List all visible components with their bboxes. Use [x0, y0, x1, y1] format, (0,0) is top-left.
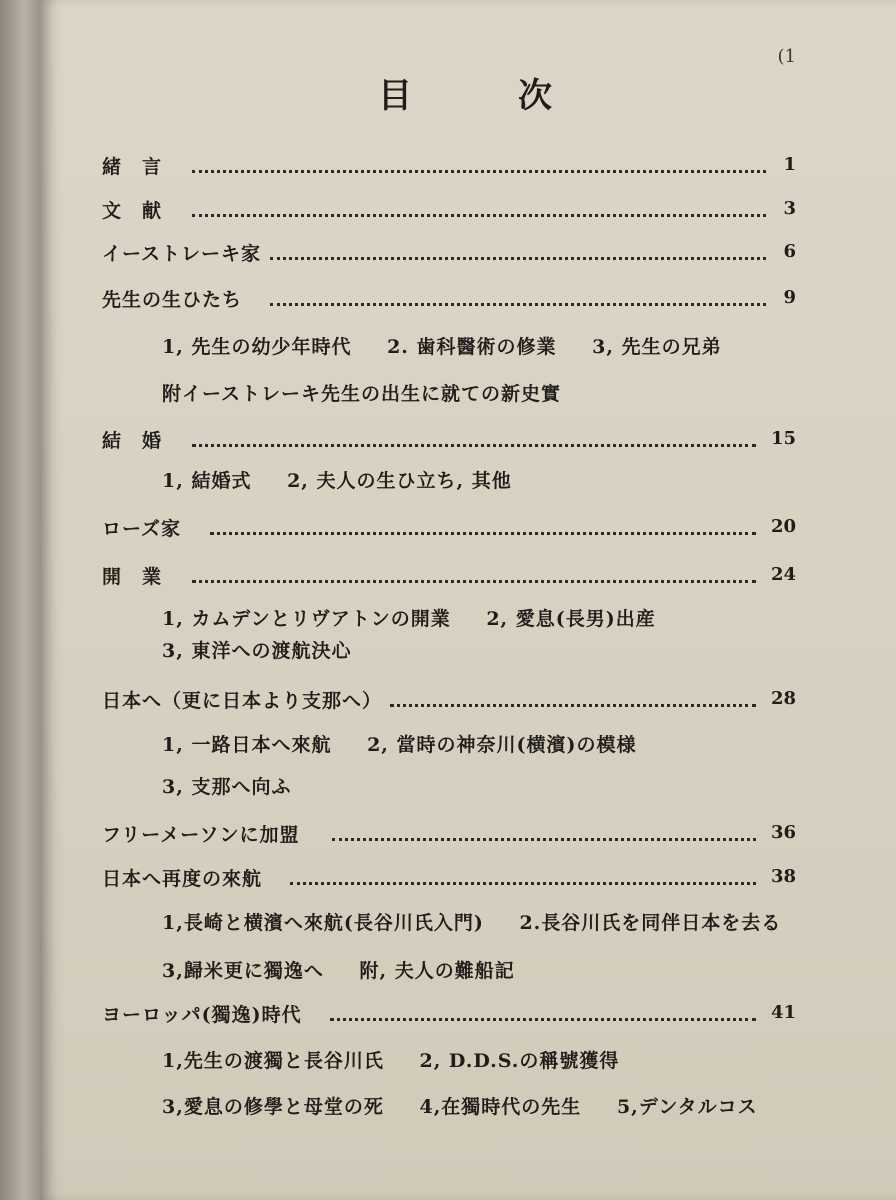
page-number: (1	[777, 46, 796, 67]
toc-entry-page: 6	[783, 241, 796, 262]
toc-subentry-line	[162, 1046, 647, 1073]
toc-entry-label: 緒 言	[102, 156, 163, 178]
toc-subentry: 2.長谷川氏を同伴日本を去る	[519, 912, 782, 934]
toc-subentry: 3, 東洋への渡航決心	[162, 640, 352, 662]
toc-entry-page: 1	[783, 154, 796, 175]
toc-subentry: 2, 夫人の生ひ立ち, 其他	[287, 470, 512, 492]
toc-subentry: 附イーストレーキ先生の出生に就ての新史實	[162, 383, 562, 405]
toc-entry-page: 41	[770, 1002, 796, 1023]
toc-subentry-line	[162, 1092, 786, 1119]
toc-subentry: 3,愛息の修學と母堂の死	[162, 1096, 384, 1118]
toc-subentry: 2, 愛息(長男)出産	[486, 608, 656, 630]
toc-entry-label: 開 業	[102, 566, 163, 588]
toc-subentry-line	[162, 772, 319, 799]
toc-subentry: 2. 歯科醫術の修業	[387, 336, 557, 358]
toc-entry-label: イーストレーキ家	[102, 243, 262, 265]
toc-entry	[40, 558, 896, 590]
toc-entry	[40, 148, 896, 180]
toc-subentry: 5,デンタルコス	[616, 1096, 758, 1118]
toc-entry	[40, 510, 896, 542]
toc-entry-label: 日本へ再度の來航	[102, 868, 263, 890]
toc-entry-label: ヨーロッパ(獨逸)時代	[102, 1004, 302, 1026]
leader-dots	[270, 271, 766, 306]
toc-entry	[40, 281, 896, 313]
toc-subentry: 4,在獨時代の先生	[419, 1096, 582, 1118]
toc-entry-page: 24	[770, 564, 796, 585]
toc-subentry-line	[162, 730, 665, 757]
leader-dots	[192, 412, 756, 447]
toc-entry-page: 3	[783, 198, 796, 219]
toc-subentry: 1, 先生の幼少年時代	[162, 336, 352, 358]
toc-title-char-2: 次	[518, 76, 554, 116]
toc-subentry-line	[162, 466, 540, 493]
toc-subentry-line	[162, 379, 589, 406]
toc-subentry: 3, 支那へ向ふ	[162, 776, 292, 798]
toc-subentry: 2, D.D.S.の稱號獲得	[419, 1050, 620, 1072]
toc-entry-label: フリーメーソンに加盟	[102, 824, 300, 846]
leader-dots	[192, 548, 756, 583]
toc-entry	[40, 192, 896, 224]
toc-entry	[40, 860, 896, 892]
toc-subentry: 1, 一路日本へ來航	[162, 734, 332, 756]
adjacent-page-edge	[0, 0, 40, 1200]
leader-dots	[192, 138, 766, 173]
toc-subentry: 3,歸米更に獨逸へ	[162, 960, 324, 982]
leader-dots	[270, 225, 766, 260]
leader-dots	[192, 182, 766, 217]
toc-entry	[40, 235, 896, 267]
toc-entry-page: 20	[770, 516, 796, 537]
toc-entry	[40, 422, 896, 454]
toc-entry	[40, 996, 896, 1028]
toc-subentry: 3, 先生の兄弟	[592, 336, 722, 358]
toc-subentry-line	[162, 956, 543, 983]
toc-entry-page: 15	[770, 428, 796, 449]
toc-subentry: 1,先生の渡獨と長谷川氏	[162, 1050, 384, 1072]
toc-title	[40, 68, 896, 116]
toc-subentry-line	[162, 604, 684, 631]
toc-subentry-line	[162, 636, 379, 663]
book-page	[40, 0, 896, 1200]
toc-subentry: 1, 結婚式	[162, 470, 252, 492]
toc-subentry: 1, カムデンとリヴアトンの開業	[162, 608, 451, 630]
toc-subentry-line	[162, 332, 750, 359]
toc-entry	[40, 816, 896, 848]
toc-title-char-1: 目	[378, 76, 414, 116]
leader-dots	[390, 672, 756, 707]
leader-dots	[290, 850, 756, 885]
toc-subentry: 附, 夫人の難船記	[359, 960, 515, 982]
leader-dots	[332, 806, 756, 841]
toc-entry-page: 38	[770, 866, 796, 887]
toc-entry-page: 36	[770, 822, 796, 843]
toc-entry-label: 日本へ（更に日本より支那へ）	[102, 690, 383, 712]
toc-entry-label: ローズ家	[102, 518, 182, 540]
toc-entry	[40, 682, 896, 714]
toc-entry-page: 9	[783, 287, 796, 308]
toc-entry-label: 文 献	[102, 200, 163, 222]
leader-dots	[210, 500, 756, 535]
toc-entry-page: 28	[770, 688, 796, 709]
toc-subentry: 1,長崎と横濱へ來航(長谷川氏入門)	[162, 912, 484, 934]
toc-subentry: 2, 當時の神奈川(横濱)の模様	[367, 734, 637, 756]
toc-entry-label: 結 婚	[102, 430, 163, 452]
toc-subentry-line	[162, 908, 809, 935]
leader-dots	[330, 986, 756, 1021]
toc-entry-label: 先生の生ひたち	[102, 289, 243, 311]
